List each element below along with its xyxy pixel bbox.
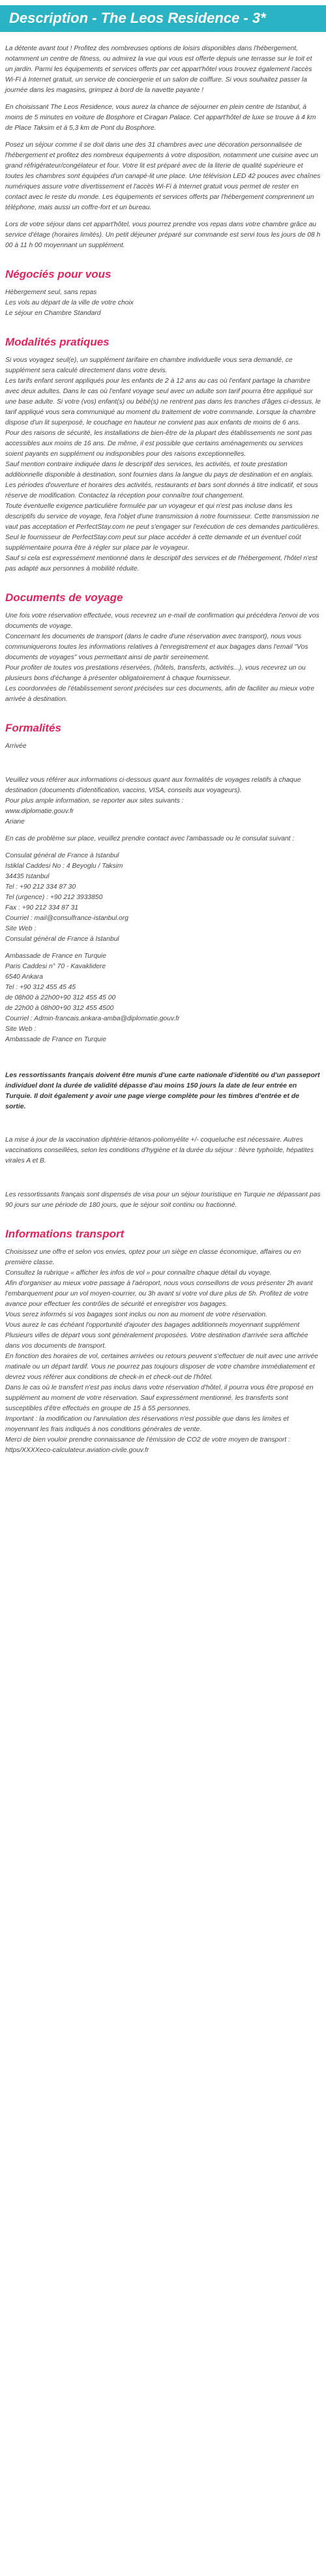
content (0, 32, 326, 1456)
description-paragraph-4: Lors de votre séjour dans cet appart'hôtel, vous pourrez prendre vos repas dans votre chambre grâce au service d'étage (horaires limités). Un petit déjeuner préparé sur commande est servi tous les jours de 08 h 00 à 11 h 00 moyennant un supplément. (5, 220, 321, 249)
spacer (5, 1045, 321, 1062)
modalites-heading: Modalités pratiques (5, 335, 110, 348)
infos-transport-heading: Informations transport (5, 1227, 125, 1240)
description-paragraph-3: Posez un séjour comme il se doit dans une des 31 chambres avec une décoration personnalisée de l'hébergement et profitez des nombreux équipements à votre disposition, notamment une cuisine avec un grand réfrigérateur/congélateur et four. Votre lit est préparé avec de la literie de qualité supérieure et toutes les chambres sont équipées d'un canapé-lit une place. Une télévision LED 42 pouces avec chaînes numériques assure votre divertissement et l'accès Wi-Fi à Internet gratuit vous permet de rester en contact avec le reste du monde. Les équipements et services offerts par l'hébergement comprennent un téléphone, mais aussi un coffre-fort et un bureau. (5, 141, 321, 211)
spacer (5, 1166, 321, 1183)
consulat-block: Consulat général de France à Istanbul Istiklal Caddesi No : 4 Beyoglu / Taksim 34435 Istanbul Tel : +90 212 334 87 30 Tel (urgence) : +90 212 3933850 Fax : +90 212 334 87 31 Courriel : mail@consulfrance-istanbul.org Site Web : Consulat général de France à Istanbul (5, 851, 129, 943)
formalites-body-2: En cas de problème sur place, veuillez prendre contact avec l'ambassade ou le consulat suivant : (5, 835, 295, 842)
documents-heading: Documents de voyage (5, 591, 123, 604)
infos-transport-body: Choisissez une offre et selon vos envies, optez pour un siège en classe économique, affaires ou en première classe. Consultez la rubrique « afficher les infos de vol » pour connaître chaque détail du voyage. Afin d'organiser au mieux votre passage à l'aéroport, nous vous conseillons de vous présenter 2h avant l'embarquement pour un vol moyen-courrier, ou 3h avant si votre vol dure plus de 5h. Profitez de votre avance pour effectuer les contrôles de sécurité et enregistrer vos bagages. Vous serez informés si vos bagages sont inclus ou non au moment de votre réservation. Vous aurez le cas échéant l'opportunité d'ajouter des bagages additionnels moyennant supplément Plusieurs villes de départ vous sont généralement proposées. Votre destination d'arrivée sera affichée dans vos documents de transport. En fonction des horaires de vol, certaines arrivées ou retours peuvent s'effectuer de nuit avec une arrivée matinale ou un départ tardif. Vous ne pourrez pas toujours disposer de votre chambre immédiatement et devrez vous référer aux conditions de check-in et check-out de l'hôtel. Dans le cas où le transfert n'est pas inclus dans votre réservation d'hôtel, il pourra vous être proposé en supplément au moment de votre réservation. Sauf expressément mentionné, les transferts sont susceptibles d'être effectués en groupe de 15 à 55 personnes. Important : la modification ou l'annulation des réservations n'est possible que dans les limites et moyennant les frais indiqués à nos conditions générales de vente. Merci de bien vouloir prendre connaissance de l'émission de CO2 de votre moyen de transport : https/XXXXeco-calculateur.aviation-civile.gouv.fr (5, 1248, 318, 1454)
negocies-heading: Négociés pour vous (5, 267, 111, 280)
ambassade-block: Ambassade de France en Turquie Paris Caddesi n° 70 - Kavaklidere 6540 Ankara Tel : +90 312 455 45 45 de 08h00 à 22h00+90 312 455 45 00 de 22h00 à 08h00+90 312 455 4500 Courriel : Admin-francais.ankara-amba@diplomatie.gouv.fr Site Web : Ambassade de France en Turquie (5, 952, 180, 1043)
modalites-body: Si vous voyagez seul(e), un supplément tarifaire en chambre individuelle vous sera demandé, ce supplément sera calculé directement dans votre devis. Les tarifs enfant seront appliqués pour les enfants de 2 à 12 ans au cas où l'enfant partage la chambre avec deux adultes. Dans le cas où l'enfant voyage seul avec un adulte son tarif pourra être appliqué sur une base adulte. Si votre (vos) enfant(s) ou bébé(s) ne rentrent pas dans les tranches d'âges ci-dessus, le tarif appliqué vous sera communiqué au moment du traitement de votre commande. Lorsque la chambre dispose d'un lit superposé, le couchage en hauteur ne convient pas aux enfants de moins de 6 ans. Pour des raisons de sécurité, les installations de bien-être de la plupart des établissements ne sont pas accessibles aux moins de 16 ans. De même, il est possible que certains aménagements ou services soient payants en supplément ou indisponibles pour des raisons exceptionnelles. Sauf mention contraire indiquée dans le descriptif des services, les activités, et toute prestation additionnelle disponible à destination, sont fournies dans la langue du pays de destination et en anglais. Les périodes d'ouverture et horaires des activités, restaurants et bars sont donnés à titre indicatif, et sous réserve de modification. Contactez la réception pour connaître tout changement. Toute éventuelle exigence particulière formulée par un voyageur et qui n'est pas incluse dans les descriptifs du service de voyage, fera l'objet d'une transmission à notre fournisseur. Cette transmission ne vaut pas acceptation et PerfectStay.com ne peut s'engager sur l'exécution de ces demandes particulières. Seul le fournisseur de PerfectStay.com peut sur place accéder à cette demande et un éventuel coût supplémentaire pourra être à régler sur place par le voyageur. Sauf si cela est expressément mentionné dans le descriptif des services et de l'hébergement, l'hôtel n'est pas adapté aux personnes à mobilité réduite. (5, 356, 321, 572)
spacer (5, 1112, 321, 1129)
documents-body: Une fois votre réservation effectuée, vous recevrez un e-mail de confirmation qui précédera l'envoi de vos documents de voyage. Concernant les documents de transport (dans le cadre d'une réservation avec transport), nous vous communiquerons toutes les informations relatives à l'enregistrement et aux bagages dans l'email "Vos documents de voyages" vous permettant ainsi de partir sereinement. Pour profiter de toutes vos prestations réservées, (hôtels, transferts, activités...), vous recevrez un ou plusieurs bons d'échange à présenter obligatoirement à chaque fournisseur. Les coordonnées de l'établissement seront précisées sur ces documents, afin de faciliter au mieux votre arrivée à destination. (5, 612, 319, 703)
formalites-body-1: Veuillez vous référer aux informations ci-dessous quant aux formalités de voyages relatifs à chaque destination (documents d'identification, vaccins, VISA, conseils aux voyageurs). Pour plus ample information, se reporter aux sites suivants : www.diplomatie.gouv.fr Ariane (5, 776, 301, 825)
formalites-arrivee: Arrivée (5, 742, 27, 750)
description-paragraph-1: La détente avant tout ! Profitez des nombreuses options de loisirs disponibles dans l'hébergement, notamment un centre de fitness, ou admirez la vue qui vous est offerte depuis une terrasse sur le toit et un jardin. Parmi les équipements et services offerts par cet appart'hôtel vous trouvez également l'accès Wi-Fi à Internet gratuit, un service de conciergerie et un salon de coiffure. Si vous souhaitez passer la journée dans les magasins, grimpez à bord de la navette payante ! (5, 44, 312, 94)
formalites-visa: Les ressortissants français sont dispensés de visa pour un séjour touristique en Turquie ne dépassant pas 90 jours sur une période de 180 jours, que le séjour soit continu ou fractionné. (5, 1191, 321, 1209)
formalites-heading: Formalités (5, 721, 61, 734)
description-banner: Description - The Leos Residence - 3* (0, 5, 326, 32)
formalites-vaccins: La mise à jour de la vaccination diphtérie-tétanos-poliomyélite +/- coqueluche est nécessaire. Autres vaccinations conseillées, selon les conditions d'hygiène et la durée du séjour : fièvre typhoïde, hépatites virales A et B. (5, 1136, 314, 1164)
negocies-body: Hébergement seul, sans repas Les vols au départ de la ville de votre choix Le séjour en Chambre Standard (5, 288, 134, 317)
page (0, 5, 326, 1475)
spacer (5, 752, 321, 769)
formalites-identity-notice: Les ressortissants français doivent être munis d'une carte nationale d'identité ou d'un passeport individuel dont la durée de validité dépasse d'au moins 150 jours la date de leur entrée en Turquie. Il doit également y avoir une page vierge complète pour les timbres d'entrée et de sortie. (5, 1071, 320, 1110)
description-paragraph-2: En choisissant The Leos Residence, vous aurez la chance de séjourner en plein centre de Istanbul, à moins de 5 minutes en voiture de Bosphore et Ciragan Palace. Cet appart'hôtel de luxe se trouve à 4 km de Place Taksim et à 5,3 km de Pont du Bosphore. (5, 103, 316, 132)
